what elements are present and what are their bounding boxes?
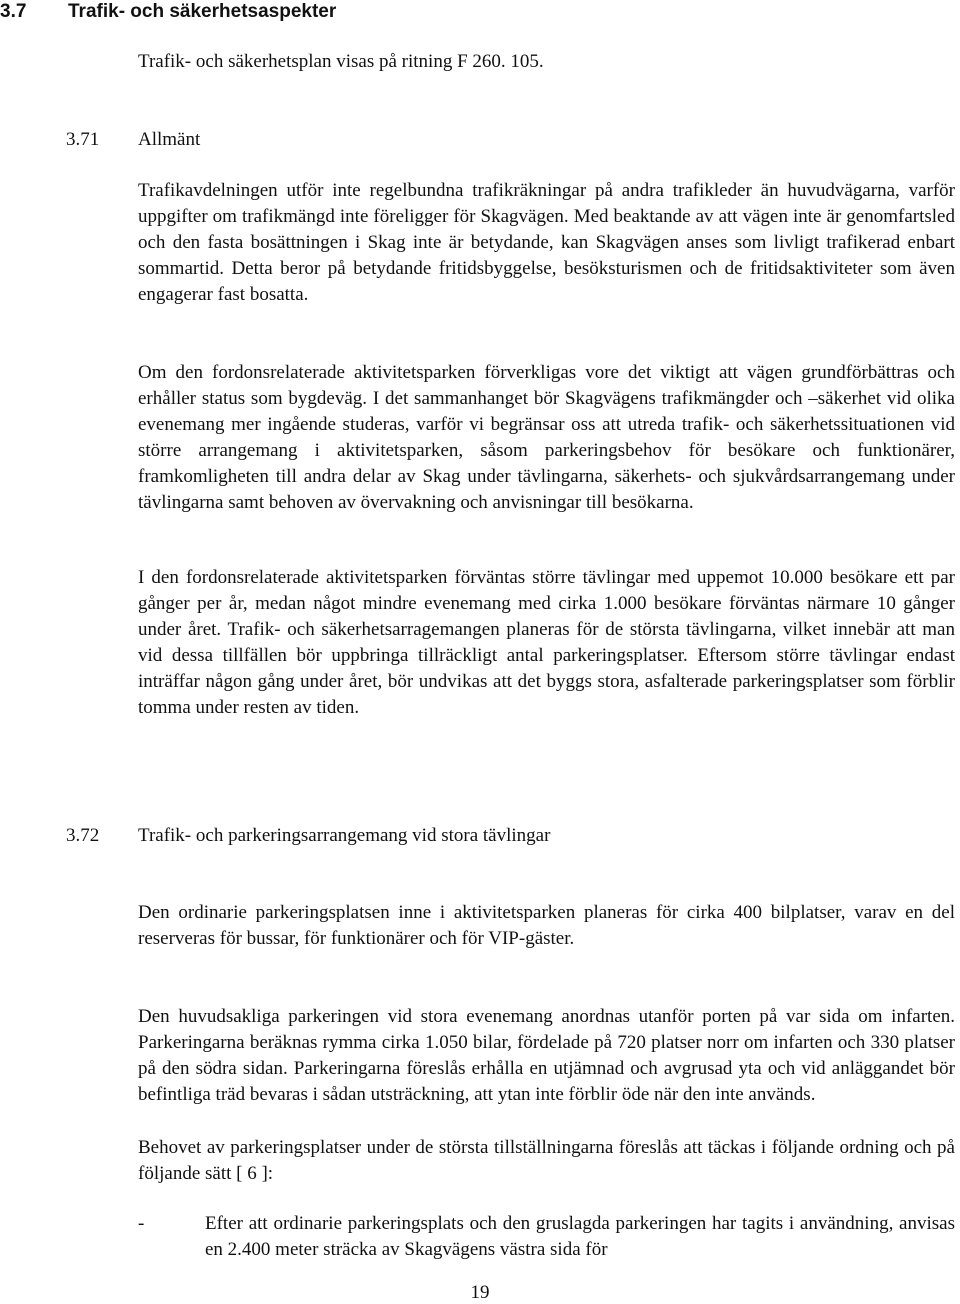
paragraph: Behovet av parkeringsplatser under de största tillställningarna föreslås att täckas i följande ordning och på följande sätt [ 6 ]: [138,1137,955,1184]
page-number: 19 [470,1282,490,1303]
subsection-number: 3.71 [66,129,100,150]
paragraph: Den huvudsakliga parkeringen vid stora evenemang anordnas utanför porten på var sida om infarten. Parkeringarna beräknas rymma cirka 1.050 bilar, fördelade på 720 platser norr om infarten och 330 platser på den södra sidan. Parkeringarna föreslås erhålla en utjämnad och avgrusad yta och vid anläggandet bör befintliga träd bevaras i sådan utsträckning, att ytan inte förblir öde när den inte används. [138,1006,955,1105]
list-item [138,1211,955,1263]
subsection-title: Trafik- och parkeringsarrangemang vid stora tävlingar [138,825,551,846]
list-item-text: Efter att ordinarie parkeringsplats och den gruslagda parkeringen har tagits i användning, anvisas en 2.400 meter sträcka av Skagvägens västra sida för [205,1213,955,1260]
subsection-heading-372 [66,824,550,848]
list-marker: - [138,1213,145,1234]
section-heading [0,0,336,24]
paragraph: Om den fordonsrelaterade aktivitetsparken förverkligas vore det viktigt att vägen grundförbättras och erhåller status som bygdeväg. I det sammanhanget bör Skagvägens trafikmängder och –säkerhet vid olika evenemang mer ingående studeras, varför vi begränsar oss att utreda trafik- och säkerhetssituationen vid större arrangemang i aktivitetsparken, såsom parkeringsbehov för besökare och funktionärer, framkomligheten till andra delar av Skag under tävlingarna, säkerhets- och sjukvårdsarrangemang under tävlingarna samt behoven av övervakning och anvisningar till besökarna. [138,362,955,513]
paragraph: Trafikavdelningen utför inte regelbundna trafikräkningar på andra trafikleder än huvudvägarna, varför uppgifter om trafikmängd inte föreligger för Skagvägen. Med beaktande av att vägen inte är genomfartsled och den fasta bosättningen i Skag inte är betydande, kan Skagvägen anses som livligt trafikerad enbart sommartid. Detta beror på betydande fritidsbyggelse, besöksturismen och de fritidsaktiviteter som även engagerar fast bosatta. [138,180,955,305]
subsection-number: 3.72 [66,825,100,846]
section-number: 3.7 [0,1,27,22]
subsection-heading-371 [66,128,200,152]
paragraph: I den fordonsrelaterade aktivitetsparken förväntas större tävlingar med uppemot 10.000 besökare ett par gånger per år, medan något mindre evenemang med cirka 1.000 besökare förväntas närmare 10 gånger under året. Trafik- och säkerhetsarragemangen planeras för de största tävlingarna, vilket innebär att man vid dessa tillfällen bör uppbringa tillräckligt antal parkeringsplatser. Eftersom större tävlingar endast inträffar någon gång under året, bör undvikas att det byggs stora, asfalterade parkeringsplatser som förblir tomma under resten av tiden. [138,567,955,718]
section-title: Trafik- och säkerhetsaspekter [68,1,337,22]
subsection-title: Allmänt [138,129,201,150]
section-intro: Trafik- och säkerhetsplan visas på ritning F 260. 105. [138,51,544,72]
bullet-list [138,1211,955,1263]
paragraph: Den ordinarie parkeringsplatsen inne i aktivitetsparken planeras för cirka 400 bilplatser, varav en del reserveras för bussar, för funktionärer och för VIP-gäster. [138,902,955,949]
